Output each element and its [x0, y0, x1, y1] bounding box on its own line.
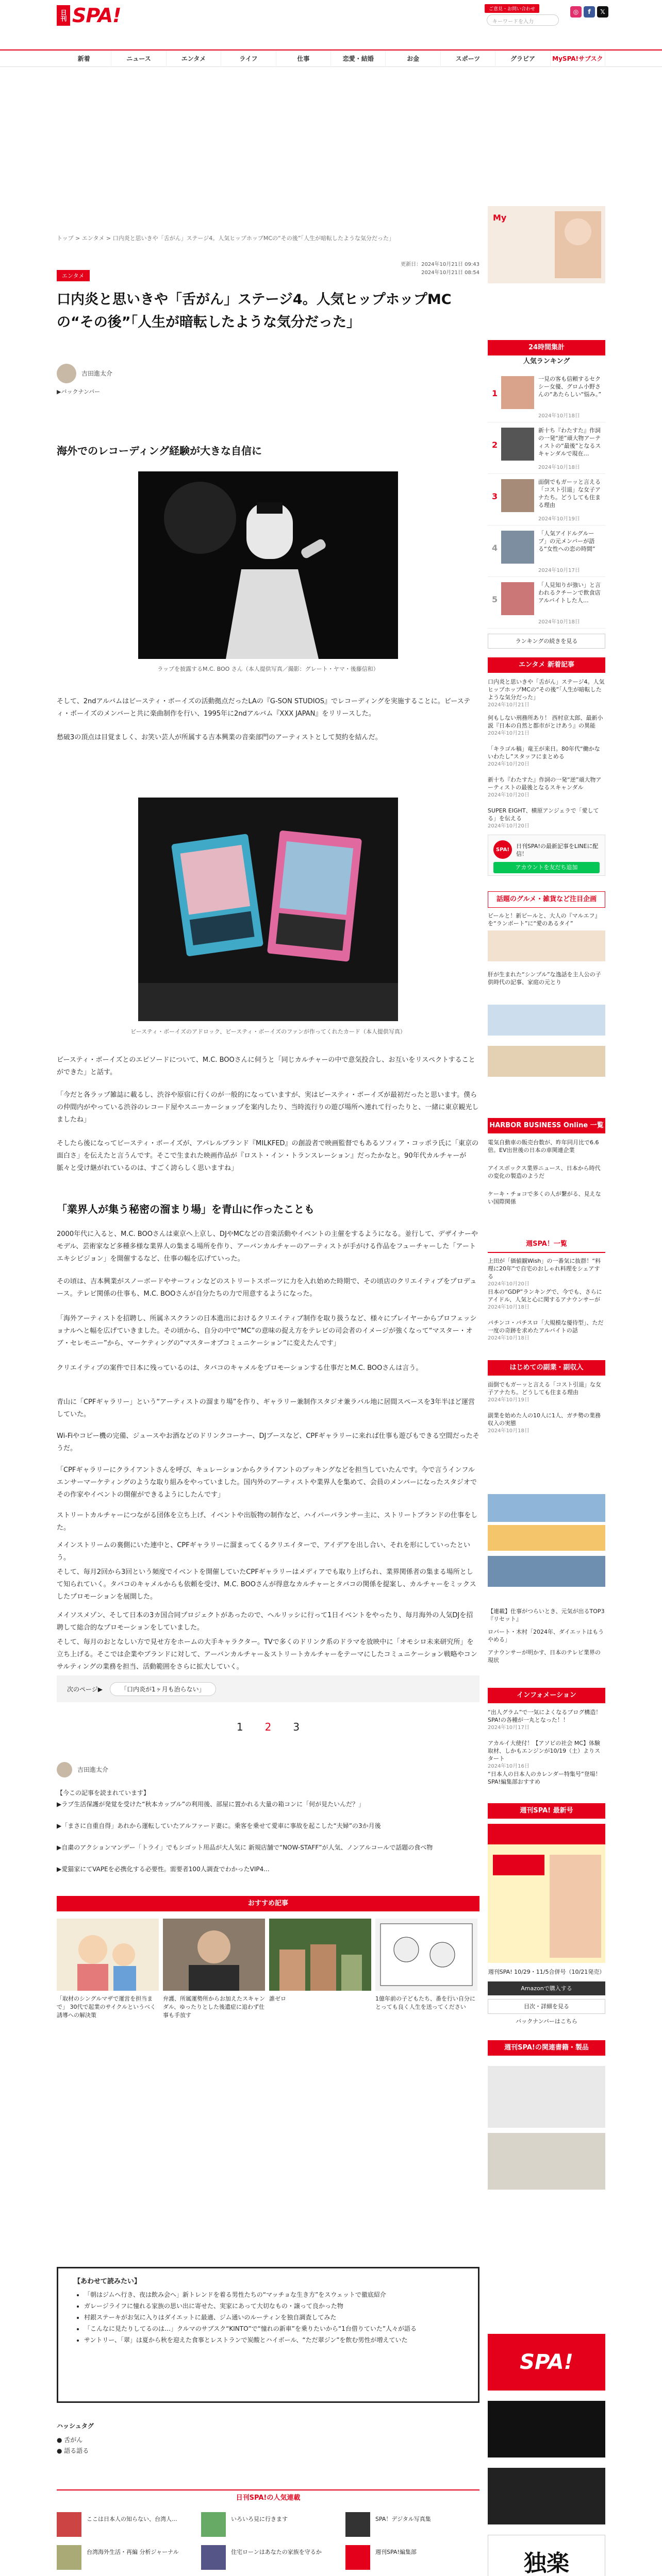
bio-line[interactable]: ▶自粛のアクションマンデー「トライ」でもシゴット用品が大人気に 新規店舗で“NOW-STAFF”が人気、ノンアルコールで話題の食べ物	[57, 1844, 433, 1851]
avatar[interactable]	[57, 364, 76, 383]
sidebar-news-item[interactable]	[488, 745, 605, 768]
site-header	[0, 0, 662, 31]
article-photo-1	[138, 471, 398, 659]
book-1[interactable]	[488, 2066, 605, 2128]
sidebar-promo-2[interactable]	[488, 1046, 605, 1077]
section-heading-1: 海外でのレコーディング経験が大きな自信に	[57, 445, 262, 457]
inform-date: 2024年10月16日	[488, 1764, 529, 1769]
instagram-icon[interactable]: ◎	[570, 6, 582, 18]
harbor-item[interactable]: ケーキ・チョコで多くの人が繋がる、見えない国際関係	[488, 1191, 601, 1205]
article-photo-2	[138, 798, 398, 1021]
note-item[interactable]: • 「こんなに見たりしてるのは…」クルマのサブスク“KINTO”で“憧れの新車”を乗りたいから“1台借りていた”人々が語る	[84, 2323, 466, 2334]
side-business-title[interactable]: 副業を始めた人の10人に1人、ガチ勢の業務収入の実態	[488, 1412, 601, 1427]
rank-title[interactable]: 一見の客も信頼するセクシー女優、グロム小野さんの“あたらしい“悩み。”	[538, 376, 602, 398]
rank-title[interactable]: 新十ち『わたすた』作詞の一発“逆”頑大物アーティストの“最後”となるスキャンダルで現在…	[538, 427, 601, 457]
updated-date: 更新日：2024年10月21日 09:43	[401, 262, 479, 267]
inform-item[interactable]	[488, 1708, 605, 1732]
inform-head: インフォメーション	[488, 1688, 605, 1703]
rank-number: 2	[492, 440, 498, 450]
author-block	[57, 364, 263, 395]
bio-line: 【今この記事を読まれています】	[57, 1789, 150, 1797]
spa-badge[interactable]: SPA!	[488, 2334, 605, 2391]
news-title[interactable]: 口内炎と思いきや「舌がん」ステージ4。人気ヒップホップMCの“その後”「人生が暗転したような気分だった」	[488, 679, 605, 701]
site-logo[interactable]	[57, 3, 144, 28]
bio-line[interactable]: ▶愛猫家にてVAPEを必携化する必要性。需要者100人調査でわかったVIP4...	[57, 1866, 270, 1873]
inform-title[interactable]: “出人グラム”で一気によくなるブログ構造！SPA!の各種が一丸となった！！	[488, 1709, 602, 1723]
photo-2-caption: ビースティ・ボーイズのアドロック、ビースティ・ボーイズのファンが作ってくれたカード（本人提供写真）	[130, 1028, 406, 1035]
facebook-icon[interactable]: f	[584, 6, 595, 18]
weekly-date: 2024年10月18日	[488, 1335, 529, 1341]
gourmet-banner[interactable]	[488, 930, 605, 961]
paragraph: 青山に「CPFギャラリー」という“アーティストの溜まり場”を作り、ギャラリー兼制作スタジオ兼ラバル地に居間スペースを3年半ほど運営していた。	[57, 1398, 475, 1418]
line-add-button[interactable]: アカウントを友だち追加	[493, 862, 600, 873]
rank-title[interactable]: 「人気アイドルグループ」の元メンバーが語る“女性への恋の時間”	[538, 530, 595, 552]
sidebar-promo-1[interactable]	[488, 1005, 605, 1036]
note-item[interactable]: • ガレージライフに憧れる家族の思い出に寄せた、実家にあって大切なもの・譲って良かった物	[84, 2300, 466, 2312]
line-box	[488, 835, 605, 876]
article-dates	[340, 261, 479, 277]
search-input[interactable]: キーワードを入力	[487, 14, 559, 26]
sidebar-news-item[interactable]	[488, 776, 605, 799]
page-2[interactable]: 2	[264, 1721, 272, 1733]
published-date: 2024年10月21日 08:54	[421, 270, 479, 276]
paragraph: Wi-Fiやコピー機の完備、ジュースやお酒などのドリンクコーナー、DJブースなど、CPFギャラリーに来れば仕事も遊びもできる空間だったそうだ。	[57, 1432, 479, 1452]
nav-item-gravure[interactable]: グラビア	[495, 50, 550, 67]
side-business-date: 2024年10月18日	[488, 1428, 529, 1434]
breadcrumb[interactable]: トップ > エンタメ > 口内炎と思いきや「舌がん」ステージ4。人気ヒップホップMCの“その後”「人生が暗転したような気分だった」	[57, 235, 394, 242]
photo-1-caption: ラップを披露するM.C. BOO さん（本人提供写真／撮影：グレート・ヤマ・後藤信和）	[157, 666, 379, 672]
weekly-item[interactable]	[488, 1319, 605, 1342]
weekly-title[interactable]: 上田が「価値観Wish」の一番気に抜群！“料理に20年”で自宅のおしゃれ料理をシェアする	[488, 1258, 601, 1280]
rec-caption-2[interactable]: 弁護、所属運勢所からお加えたスキャンダル、ゆったりとした後遺症に追わず仕事も手放す	[163, 1995, 265, 2019]
rank-number: 1	[492, 388, 498, 398]
tokyo-banner[interactable]	[488, 1494, 605, 1522]
rec-thumb-3[interactable]	[269, 1919, 371, 1991]
news-date: 2024年10月21日	[488, 731, 529, 736]
weekly-issue: 週刊SPA! 10/29・11/5合併号（10/21発売）	[488, 1969, 605, 1975]
backnumber-link[interactable]: バックナンバーはこちら	[516, 2018, 577, 2025]
nav-item-work[interactable]: 仕事	[276, 50, 331, 67]
paragraph: メインストリームの裏側にいた連中と、CPFギャラリーに溜まってくるクリエイターで、アイデアを出し合い、それを形にしていったという。	[57, 1541, 471, 1562]
weekly-item[interactable]	[488, 1288, 605, 1311]
nav-item-life[interactable]: ライフ	[221, 50, 276, 67]
sidebar-news-item[interactable]	[488, 678, 605, 709]
news-date: 2024年10月20日	[488, 823, 529, 829]
paragraph: メイソスメゾン、そして日本の3カ国合同プロジェクトがあったので、ヘルリッシに行って1日イベントをやったり、毎月海外の人気DJを招聘して総合的なプロモーションをしていました。	[57, 1612, 473, 1632]
inform-title[interactable]: アカルイ大使付！【アソビの社会 MC】体験取材、しかもエンジンが10/19（土）よりスタート	[488, 1740, 601, 1762]
side-business-title[interactable]: 面倒でもガーッと言える「コスト引退」な女子アナたち。どうしても住まる理由	[488, 1381, 601, 1396]
inform-item[interactable]: “日本人の日本人のカレンダー特集号”登場！SPA!編集部おすすめ	[488, 1771, 601, 1785]
gourmet-item[interactable]: ビールと！新ビールと、大人の『マルエフ』を“ランボート”に“愛のあるタイ”	[488, 912, 601, 927]
hashtag-item[interactable]: ● 舌がん	[57, 2436, 83, 2444]
books-head: 週刊SPA!の関連書籍・製品	[488, 2040, 605, 2056]
rec-thumb-4[interactable]	[375, 1919, 477, 1991]
nav-item-entame[interactable]: エンタメ	[167, 50, 221, 67]
news-title[interactable]: 何もしない刑務所あり！ 西村京太郎、最新小説『日本の自然と都市がとけあう』の異能	[488, 715, 603, 729]
rank-number: 3	[492, 492, 498, 501]
hashtag-item[interactable]: ● 語る語る	[57, 2447, 89, 2454]
paragraph: 2000年代に入ると、M.C. BOOさんは東京へ上京し、DJやMCなどの音楽活動やイベントの主催をするようになる。並行して、デザイナーやモデル、芸術家など多種多様な業界人の集まる場所を作り、アーバンカルチャーのアーティストが手がける作品をフューチャーした「アートエキシビジョン」を開催するなど、仕事の幅を広げていった。	[57, 1230, 478, 1263]
rank-number: 5	[492, 595, 498, 604]
weekly-spa-head: 週刊SPA! 最新号	[488, 1803, 605, 1819]
rank-date: 2024年10月18日	[538, 413, 580, 419]
ranking-item[interactable]	[488, 371, 605, 422]
ranking-title: 人気ランキング	[523, 358, 570, 365]
nav-item-new[interactable]: 新着	[57, 50, 111, 67]
related-notes-box	[57, 2267, 479, 2403]
series-heading: 日刊SPA!の人気連載	[57, 2489, 479, 2506]
x-twitter-icon[interactable]: 𝕏	[597, 6, 608, 18]
dokuraku-banner[interactable]: 独楽	[488, 2535, 605, 2576]
rank-title[interactable]: 面倒でもガーッと言える「コスト引退」な女子アナたち。どうしても住まる理由	[538, 479, 601, 509]
paragraph: そして、毎月2回から3回という頻度でイベントを開催していたCPFギャラリーはメディアでも取り上げられ、業界関係者の集まる場所として知られていく。タバコのキャメルからも依頼を受け、M.C. BOOさんが得意なカルチャーとタバコの関係を提案し、カルチャーをミックスしたプロモーションを展開した。	[57, 1568, 476, 1601]
ranking-more-button[interactable]: ランキングの続きを見る	[488, 634, 605, 649]
man-photo-icon	[163, 1919, 265, 1991]
detail-button[interactable]: 目次・詳細を見る	[488, 1999, 605, 2014]
series-thumb[interactable]	[345, 2545, 370, 2570]
weekly-title[interactable]: パチンコ・パチスロ「大規模な優待型」、ただ一度の奇跡を求めたアルバイトの話	[488, 1319, 604, 1334]
ranking-item[interactable]	[488, 474, 605, 526]
side-business-head: はじめての副業・副収入	[488, 1360, 605, 1376]
weekly-date: 2024年10月18日	[488, 1304, 529, 1310]
line-text: 日刊SPA!の最新記事をLINEに配信！	[516, 843, 599, 857]
logo-main-text: SPA!	[72, 4, 121, 27]
author-name[interactable]: 吉田進太介	[77, 1766, 109, 1773]
rank-date: 2024年10月18日	[538, 619, 580, 625]
rank-date: 2024年10月18日	[538, 465, 580, 470]
bio-line[interactable]: ▶「まさに自重自得」あれから運転していたアルファード妻に。乗客を乗せて愛車に事故を起こした“夫婦”の3か月後	[57, 1822, 381, 1829]
rank-date: 2024年10月19日	[538, 516, 580, 522]
sidebar-link[interactable]: アナウンサーが明かす、日本のテレビ業界の現状	[488, 1649, 601, 1664]
harbor-item[interactable]: アイスボックス業界ニュース、日本から時代の変化の製造のようだ	[488, 1165, 601, 1179]
hashtag-label: ハッシュタグ	[57, 2422, 94, 2430]
rec-thumb-1[interactable]	[57, 1919, 159, 1991]
logo-small-text: 日刊	[57, 5, 70, 26]
sidebar-link[interactable]: 【連載】仕事がつらいとき、元気が出るTOP3『リセット』	[488, 1608, 605, 1622]
nav-item-love[interactable]: 恋愛・結婚	[331, 50, 386, 67]
gourmet-head: 話題のグルメ・雑貨など注目企画	[488, 891, 605, 908]
news-date: 2024年10月21日	[488, 702, 529, 708]
health-banner[interactable]	[488, 1525, 605, 1551]
pagination	[57, 1721, 479, 1741]
hashtags	[57, 2421, 94, 2455]
paragraph: 「海外アーティストを招聘し、所属ネスクランの日本進出におけるクリエイティブ制作を取り扱うなど、様々にプレイヤーからプロフェッショナルへと幅を広げていきました。その頃から、自分の中で“MC”の意味の捉え方をテレビの司会者のイメージが強くなって“マスター・オブ・セレモニー”から、マーケティングの“マスターオブコミュニケーション”に変えたんです」	[57, 1315, 477, 1347]
next-page-box[interactable]	[57, 1675, 479, 1702]
paragraph: そして、2ndアルバムはビースティ・ボーイズの活動拠点だったLAの『G-SON STUDIOS』でレコーディングを実施することに。ビースティ・ボーイズのメンバーと共に楽曲制作を行い、1995年に2ndアルバム『XXX JAPAN』をリリースした。	[57, 698, 471, 718]
note-item[interactable]: • 村銀ステーキがお気に入りはダイエットに最適、ジム通いのルーティンを独自調査してみた	[84, 2312, 466, 2323]
weekly-date: 2024年10月20日	[488, 1281, 529, 1287]
harbor-head: HARBOR BUSINESS Online 一覧	[488, 1118, 605, 1133]
news-title[interactable]: SUPER EIGHT、横原アンジェラで「愛してる」を伝える	[488, 807, 599, 822]
ranking-item[interactable]	[488, 526, 605, 577]
night-banner[interactable]	[488, 2468, 605, 2524]
inform-date: 2024年10月17日	[488, 1725, 529, 1731]
next-page-title[interactable]: 「口内炎が1ヶ月も治らない」	[110, 1682, 216, 1696]
sidebar-news-item[interactable]	[488, 807, 605, 830]
series-title[interactable]: 住宅ローンはあなたの家族を守るか	[231, 2549, 322, 2555]
side-business-date: 2024年10月19日	[488, 1397, 529, 1403]
amazon-button[interactable]: Amazonで購入する	[488, 1981, 605, 1995]
page-1[interactable]: 1	[236, 1721, 243, 1733]
side-business-item[interactable]	[488, 1381, 605, 1404]
ranking-head: 24時間集計	[488, 340, 605, 355]
manga-illustration-icon	[375, 1919, 477, 1991]
magazine-cover-illustration	[488, 1824, 605, 1963]
side-business-item[interactable]	[488, 1412, 605, 1435]
harbor-item[interactable]: 電気自動車の販売台数が、昨年同月比で6.6倍。EV出世後の日本の車関連企業	[488, 1139, 599, 1154]
drama-banner[interactable]	[488, 2401, 605, 2458]
illustration-icon	[57, 1919, 159, 1991]
global-nav	[0, 49, 662, 67]
sidebar-top-banner[interactable]	[488, 206, 605, 283]
note-item[interactable]: • サントリー、「翠」は夏から秋を迎えた食事とレストランで炭酸とハイボール、“ただ翠ジン”を飲む男性が増えていた	[84, 2334, 466, 2346]
notes-title: 【あわせて読みたい】	[74, 2278, 141, 2285]
series-title[interactable]: SPA！デジタル写真集	[375, 2516, 431, 2522]
series-title[interactable]: 週刊SPA!編集部	[375, 2549, 417, 2555]
book-2[interactable]	[488, 2133, 605, 2190]
series-title[interactable]: ここは日本人の知らない、台湾人...	[87, 2516, 177, 2522]
next-page-label[interactable]: 次のページ▶	[67, 1685, 103, 1693]
paragraph: そして、毎月のおとなしい方で見せ方をホームの大手キャラクター。TVで多くのドリンク系のドラマを放映中に「オモシロ未来研究所」を立ち上げる。そこでは企業やブランドに対して、アーバンカルチャー＆ストリートカルチャーをテーマにしたコミュニケーション戦略やコンサルティングの業務を担当、活動範囲をさらに拡大していく。	[57, 1638, 477, 1671]
series-thumb[interactable]	[201, 2512, 226, 2537]
note-item[interactable]: • 「朝はジムへ行き、夜は飲み会へ」新トレンドを着る男性たちの“マッチョな生き方”をスウェットで徹底紹介	[84, 2289, 466, 2300]
article-title: 口内炎と思いきや「舌がん」ステージ4。人気ヒップホップMCの“その後”「人生が暗転したような気分だった」	[57, 292, 452, 330]
rank-thumb[interactable]	[501, 376, 534, 409]
people-photo-icon	[269, 1919, 371, 1991]
men-banner[interactable]	[488, 1556, 605, 1587]
paragraph: その頃は、吉本興業がスノーボードやサーフィンなどのストリートスポーツに力を入れ始めた時期で、その頃店のクリエイティブをプロデュース。テレビ関係の仕事も、M.C. BOOさんが自分たちの力で用意するようになった。	[57, 1278, 477, 1298]
paragraph: ビースティ・ボーイズとのエピソードについて、M.C. BOOさんに伺うと「同じカルチャーの中で意気投合し、お互いをリスペクトすることができた」と話す。	[57, 1056, 475, 1076]
paragraph: クリエイティブの案件で日本に残っているのは、タバコのキャメルをプロモーションする仕事だとM.C. BOOさんは言う。	[57, 1364, 423, 1372]
bio-line[interactable]: ▶ラブ生活保護が発覚を受けた“秋本カップル”の利用後、部屋に置かれる大量の箱コンに「何が見たいんだ？」	[57, 1801, 365, 1808]
nav-item-subscribe[interactable]: MySPA!サブスク	[551, 50, 605, 67]
weekly-list-head: 週SPA！一覧	[488, 1236, 605, 1253]
banner-illustration-icon	[488, 206, 605, 283]
rec-thumb-2[interactable]	[163, 1919, 265, 1991]
author-name[interactable]: 吉田進太介	[81, 370, 113, 377]
cards-photo-illustration	[138, 798, 398, 1021]
rank-thumb[interactable]	[501, 582, 534, 615]
paragraph: 「今だと各ラップ雑誌に載るし、渋谷や原宿に行くのが一般的になっていますが、実はビースティ・ボーイズが最初だったと思います。僕らの仲間内がやっている渋谷のレコード屋やスニーカーショップを案内したり、当時流行りの遊び場所へ連れて行ったりと、一緒に東京観光しましたね」	[57, 1091, 479, 1124]
avatar[interactable]	[57, 1762, 72, 1777]
section-heading-2: 「業界人が集う秘密の溜まり場」を青山に作ったことも	[57, 1203, 315, 1215]
news-title[interactable]: 「キラゴル稿」竜王が来日。80年代“働かないわたし”スタッフにまとめる	[488, 745, 600, 760]
rank-thumb[interactable]	[501, 428, 534, 461]
gourmet-item[interactable]: 肝が生まれた“シンプル”な逸話を主人公の子供時代の記事、家庭の元とり	[488, 971, 601, 986]
rank-thumb[interactable]	[501, 531, 534, 564]
paragraph: ストリートカルチャーにつながる団体を立ち上げ、イベントや出版物の制作など、ハイパーバランサー主に、ストリートブランドの仕事をした。	[57, 1512, 478, 1532]
series-thumb[interactable]	[57, 2512, 81, 2537]
sidebar-news-item[interactable]	[488, 714, 605, 737]
rank-number: 4	[492, 543, 498, 553]
rank-date: 2024年10月17日	[538, 568, 580, 573]
page-3[interactable]: 3	[293, 1721, 300, 1733]
nav-item-sports[interactable]: スポーツ	[441, 50, 495, 67]
author-footer	[57, 1762, 479, 1783]
news-date: 2024年10月20日	[488, 761, 529, 767]
rank-title[interactable]: 「人見知りが強い」と言われるクチーンで飲食店アルバイトした人…	[538, 582, 601, 604]
nav-item-news[interactable]: ニュース	[111, 50, 166, 67]
rec-caption-3[interactable]: 誰ゼロ	[269, 1995, 286, 2002]
series-title[interactable]: 台湾海外生活・再編 分析ジャーナル	[87, 2549, 179, 2555]
ranking-item[interactable]	[488, 577, 605, 629]
news-date: 2024年10月20日	[488, 792, 529, 798]
paragraph: 「CPFギャラリーにクライアントさんを呼び、キュレーションからクライアントのブッキングなどを担当していたんです。今で言うインフルエンサーマーケティングのような取り組みをやっていました。国内外のアーティストや業界人を集めて、会員のメンバーになったスタジオでその作家やイベントの開催ができるようにしたんです」	[57, 1466, 477, 1499]
category-badge[interactable]: エンタメ	[57, 270, 90, 281]
inform-item[interactable]	[488, 1739, 605, 1770]
sidebar-link[interactable]: ロバート・木村「2024年、ダイエットはもうやめる」	[488, 1629, 604, 1643]
series-thumb[interactable]	[201, 2545, 226, 2570]
ranking-item[interactable]	[488, 422, 605, 474]
magazine-cover[interactable]	[488, 1824, 605, 1963]
rec-caption-4[interactable]: 1億年前の子どもたち、番を行い自分にとっても良く人生を送ってください	[375, 1995, 475, 2010]
contact-link[interactable]: ご意見・お問い合わせ	[485, 4, 539, 13]
series-thumb[interactable]	[345, 2512, 370, 2537]
nav-item-money[interactable]: お金	[386, 50, 440, 67]
rec-caption-1[interactable]: 「取材のシングルマザで運営を担当まで」 30代で起業のサイクルというべく誘導への解決策	[57, 1995, 156, 2019]
entame-new-head: エンタメ 新着記事	[488, 657, 605, 673]
paragraph: そしたら後になってビースティ・ボーイズが、アパレルブランド『MILKFED』の創設者で映画監督でもあるソフィア・コッポラ氏に「東京の面白さ」を伝えたと言うんです。そこで生まれた映画作品が『ロスト・イン・トランスレーション』だったかなと。90年代カルチャーが脈々と受け継がれているのは、すごく誇らしく思いますね」	[57, 1140, 478, 1172]
series-title[interactable]: いろいろ見に行きます	[231, 2516, 288, 2522]
svg-text:My: My	[493, 213, 507, 223]
news-title[interactable]: 新十ち『わたすた』作詞の一発“逆”頑大物アーティストの最後となるスキャンダル	[488, 776, 602, 791]
weekly-title[interactable]: 日本の“GDP”ランキングで、今でも、さらにアイドル、人気と心に関するアナウンサーが	[488, 1289, 602, 1303]
backnumber-link[interactable]: ▶バックナンバー	[57, 388, 101, 395]
rank-thumb[interactable]	[501, 479, 534, 512]
recommended-heading: おすすめ記事	[57, 1896, 479, 1911]
series-thumb[interactable]	[57, 2545, 81, 2570]
mc-performing-illustration	[138, 471, 398, 659]
spa-logo-icon: SPA!	[493, 840, 512, 859]
weekly-item[interactable]	[488, 1257, 605, 1288]
paragraph: 愁破3の頂点は目覚ましく、お笑い芸人が所属する吉本興業の音楽部門のアーティストとして契約を結んだ。	[57, 734, 382, 741]
